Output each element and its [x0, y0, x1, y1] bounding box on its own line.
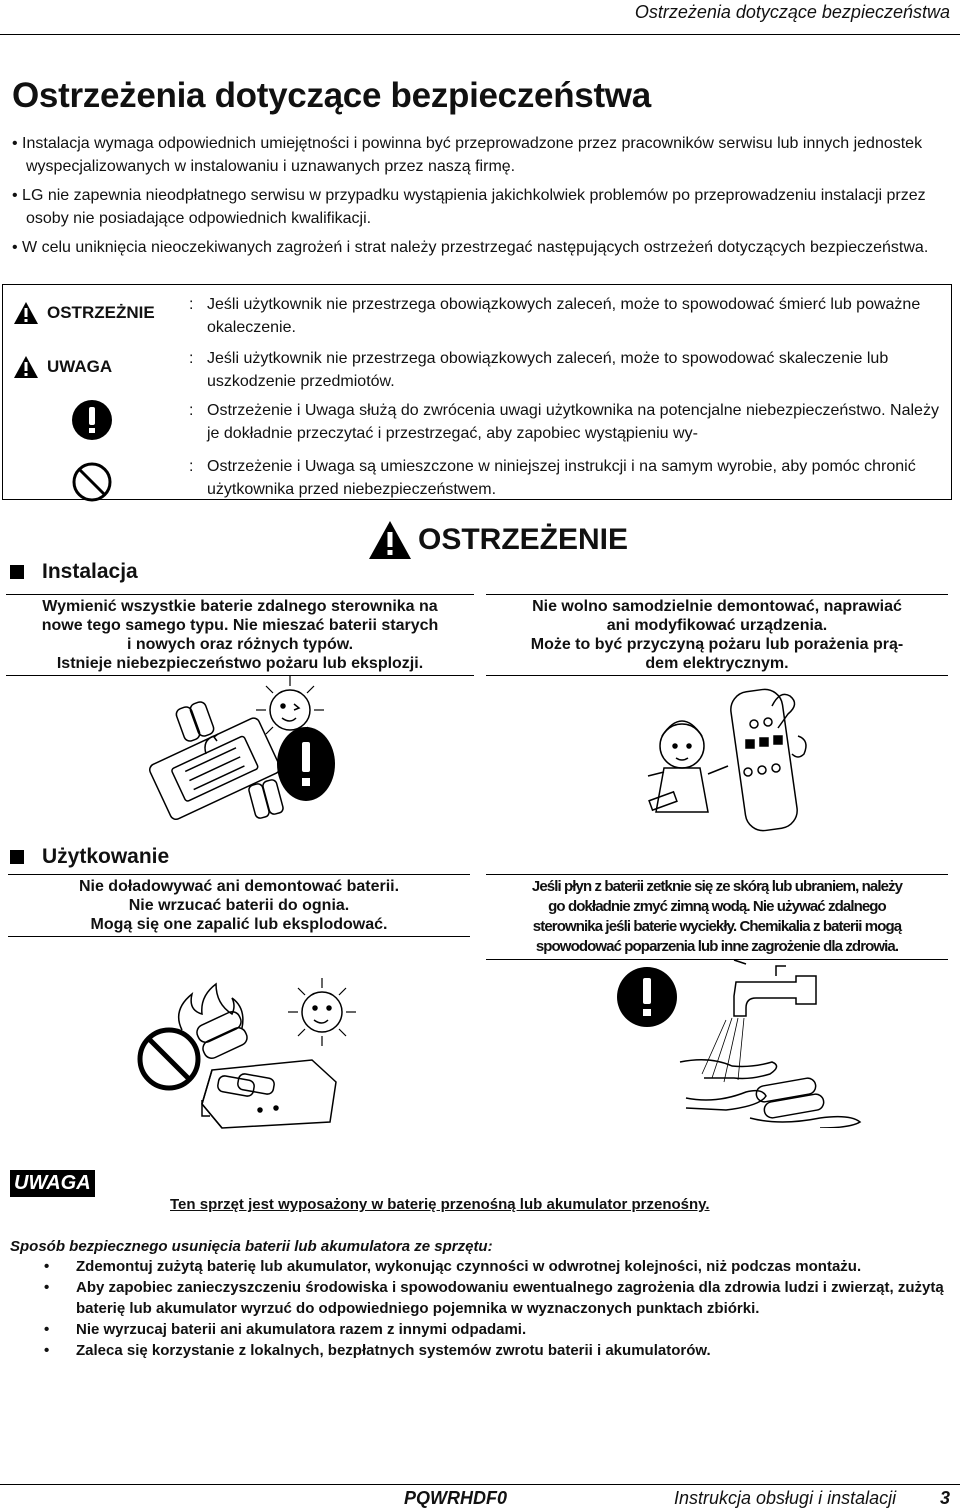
header-rule — [0, 34, 960, 35]
section-usage: Użytkowanie — [10, 845, 169, 869]
caution-label: UWAGA — [47, 357, 113, 376]
signal-legend — [2, 284, 952, 500]
usage-right-box: Jeśli płyn z baterii zetknie się ze skórą lub ubraniem, należy go dokładnie zmyć zimną wodą. Nie używać zdalnego sterownika jeśli baterie wyciekły. Chemikalia z baterii mogą spowodować poparzenia lub inne zagrożenie dla zdrowia. — [486, 874, 948, 960]
section-bullet-icon — [10, 565, 24, 579]
installation-right-box: Nie wolno samodzielnie demontować, naprawiać ani modyfikować urządzenia. Może to być przyczyną pożaru lub porażenia prą- dem elektrycznym. — [486, 594, 948, 676]
usage-left-box: Nie doładowywać ani demontować baterii. Nie wrzucać baterii do ognia. Mogą się one zapalić lub eksplodować. — [8, 874, 470, 937]
prohibited-description: : Ostrzeżenie i Uwaga są umieszczone w niniejszej instrukcji i na samym wyrobie, aby pomóc chronić użytkownika przed niebezpieczeństwem. — [189, 458, 916, 498]
caution-tag: UWAGA — [10, 1170, 95, 1197]
list-item: • Zaleca się korzystanie z lokalnych, bezpłatnych systemów zwrotu baterii i akumulatorów. — [10, 1340, 950, 1361]
list-item: • Nie wyrzucaj baterii ani akumulatora razem z innymi odpadami. — [10, 1319, 950, 1340]
warning-triangle-icon — [13, 301, 39, 325]
caution-description: : Jeśli użytkownik nie przestrzega obowiązkowych zaleceń, może to spowodować skaleczenie lub uszkodzenie przedmiotów. — [189, 350, 889, 390]
page-number: 3 — [940, 1488, 951, 1508]
battery-charging-fire-illustration — [172, 960, 372, 1130]
section-installation: Instalacja — [10, 560, 138, 584]
mandatory-exclamation-icon — [276, 726, 336, 802]
warning-triangle-icon — [13, 355, 39, 379]
disposal-title: Sposób bezpiecznego usunięcia baterii lub akumulatora ze sprzętu: — [10, 1238, 493, 1255]
model-code: PQWRHDF0 — [404, 1488, 507, 1508]
section-bullet-icon — [10, 850, 24, 864]
warning-label: OSTRZEŻNIE — [47, 303, 155, 322]
mandatory-description: : Ostrzeżenie i Uwaga służą do zwrócenia uwagi użytkownika na potencjalne niebezpieczeństwo. Należy je dokładnie przeczytać i przestrzegać, aby zapobiec wystąpieniu wy- — [189, 402, 939, 442]
warning-description: : Jeśli użytkownik nie przestrzega obowiązkowych zaleceń, może to spowodować śmierć lub poważne okaleczenie. — [189, 296, 921, 336]
battery-notice: Ten sprzęt jest wyposażony w baterię przenośną lub akumulator przenośny. — [170, 1196, 710, 1213]
mandatory-exclamation-icon — [71, 399, 113, 441]
list-item: • Aby zapobiec zanieczyszczeniu środowiska i spowodowaniu ewentualnego zagrożenia dla zdrowia ludzi i zwierząt, zużytą baterię lub akumulator wyrzuć do odpowiedniego pojemnika w wyznaczonych punktach zbiórki. — [10, 1277, 950, 1319]
intro-item: • Instalacja wymaga odpowiednich umiejętności i powinna być przeprowadzone przez pracowników serwisu lub innych jednostek wyspecjalizowanych w instalowaniu i uznawanych przez naszą firmę. — [12, 135, 923, 175]
warning-triangle-icon — [368, 520, 412, 560]
caution-signal — [13, 355, 112, 379]
running-header: Ostrzeżenia dotyczące bezpieczeństwa — [634, 2, 950, 22]
intro-item: • LG nie zapewnia nieodpłatnego serwisu w przypadku wystąpienia jakichkolwiek problemów po przeprowadzeniu instalacji przez osoby nie posiadające odpowiednich kwalifikacji. — [12, 187, 926, 227]
disposal-list — [10, 1256, 950, 1361]
intro-list — [10, 132, 955, 265]
warning-signal — [13, 301, 155, 325]
installation-left-box: Wymienić wszystkie baterie zdalnego sterownika na nowe tego samego typu. Nie mieszać baterii starych i nowych oraz różnych typów. Istnieje niebezpieczeństwo pożaru lub eksplozji. — [6, 594, 474, 676]
manual-title: Instrukcja obsługi i instalacji — [674, 1488, 897, 1508]
intro-item: • W celu uniknięcia nieoczekiwanych zagrożeń i strat należy przestrzegać następujących ostrzeżeń dotyczących bezpieczeństwa. — [12, 239, 929, 256]
footer-rule — [0, 1484, 960, 1485]
page-title: Ostrzeżenia dotyczące bezpieczeństwa — [12, 76, 651, 115]
warning-heading: OSTRZEŻENIE — [368, 520, 628, 560]
mandatory-exclamation-icon — [616, 966, 678, 1028]
list-item: • Zdemontuj zużytą baterię lub akumulator, wykonując czynności w odwrotnej kolejności, niż podczas montażu. — [10, 1256, 950, 1277]
prohibited-circle-icon — [71, 461, 113, 503]
do-not-disassemble-illustration — [642, 676, 822, 836]
washing-hands-illustration — [676, 958, 866, 1128]
